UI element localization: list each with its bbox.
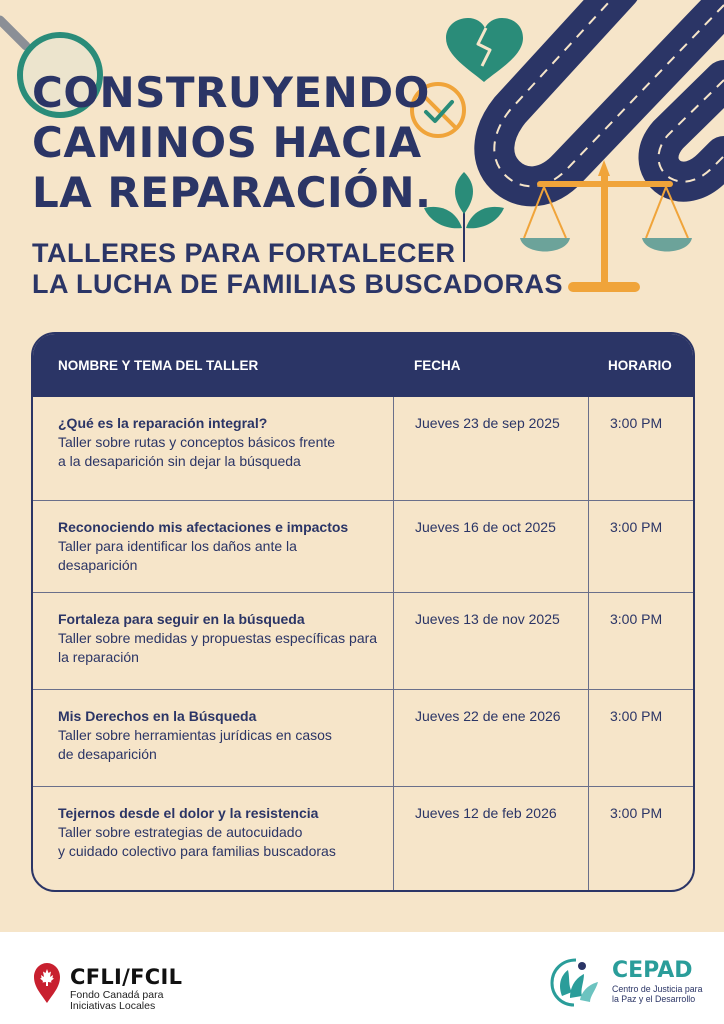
table-row: [33, 786, 693, 892]
page-title: [32, 68, 431, 218]
table-row: [33, 592, 693, 689]
date-cell: [393, 593, 588, 689]
workshop-cell: [33, 397, 393, 500]
cfli-logo-name: CFLI/FCIL: [70, 965, 183, 989]
workshop-description: Taller sobre rutas y conceptos básicos frente a la desaparición sin dejar la búsqueda: [58, 434, 336, 469]
workshop-time: 3:00 PM: [610, 805, 663, 821]
page-subtitle: [32, 238, 563, 300]
title-line: LA REPARACIÓN.: [32, 168, 432, 217]
workshop-date: Jueves 23 de sep 2025: [415, 415, 560, 431]
workshop-time: 3:00 PM: [610, 611, 663, 627]
workshop-title: Tejernos desde el dolor y la resistencia: [58, 805, 319, 821]
time-cell: [588, 690, 693, 786]
date-cell: [393, 397, 588, 500]
title-line: CONSTRUYENDO: [32, 68, 430, 117]
workshop-description: Taller sobre estrategias de autocuidado y cuidado colectivo para familias buscadoras: [58, 824, 336, 859]
table-row: [33, 500, 693, 592]
workshop-description: Taller sobre medidas y propuestas específicas para la reparación: [58, 630, 378, 665]
workshop-time: 3:00 PM: [610, 519, 663, 535]
header-time: HORARIO: [608, 358, 672, 373]
workshop-date: Jueves 22 de ene 2026: [415, 708, 561, 724]
workshop-cell: [33, 787, 393, 892]
workshop-time: 3:00 PM: [610, 415, 663, 431]
workshop-date: Jueves 13 de nov 2025: [415, 611, 560, 627]
table-header: [33, 334, 693, 397]
date-cell: [393, 787, 588, 892]
workshop-title: Reconociendo mis afectaciones e impactos: [58, 519, 349, 535]
road-icon: [494, 0, 724, 186]
workshop-cell: [33, 690, 393, 786]
time-cell: [588, 397, 693, 500]
time-cell: [588, 501, 693, 592]
workshop-date: Jueves 16 de oct 2025: [415, 519, 556, 535]
maple-leaf-pin-icon: [32, 962, 62, 1004]
workshop-date: Jueves 12 de feb 2026: [415, 805, 557, 821]
table-row: [33, 689, 693, 786]
time-cell: [588, 593, 693, 689]
workshop-description: Taller para identificar los daños ante la desaparición: [58, 538, 297, 573]
header-date: FECHA: [414, 358, 461, 373]
date-cell: [393, 501, 588, 592]
workshop-title: ¿Qué es la reparación integral?: [58, 415, 268, 431]
workshop-title: Mis Derechos en la Búsqueda: [58, 708, 257, 724]
cepad-logo-name: CEPAD: [612, 958, 693, 983]
cepad-hands-icon: [548, 956, 604, 1008]
workshop-cell: [33, 501, 393, 592]
cfli-logo-subtitle: Fondo Canadá para Iniciativas Locales: [70, 989, 164, 1012]
time-cell: [588, 787, 693, 892]
subtitle-line: TALLERES PARA FORTALECER: [32, 238, 456, 268]
workshop-description: Taller sobre herramientas jurídicas en casos de desaparición: [58, 727, 332, 762]
workshop-time: 3:00 PM: [610, 708, 663, 724]
cepad-logo-subtitle: Centro de Justicia para la Paz y el Desarrollo: [612, 984, 703, 1004]
title-line: CAMINOS HACIA: [32, 118, 422, 167]
subtitle-line: LA LUCHA DE FAMILIAS BUSCADORAS: [32, 269, 563, 299]
table-row: [33, 397, 693, 500]
header-name: NOMBRE Y TEMA DEL TALLER: [58, 358, 259, 373]
date-cell: [393, 690, 588, 786]
workshop-cell: [33, 593, 393, 689]
workshop-table: [31, 332, 695, 892]
broken-heart-icon: [446, 18, 523, 82]
workshop-title: Fortaleza para seguir en la búsqueda: [58, 611, 305, 627]
